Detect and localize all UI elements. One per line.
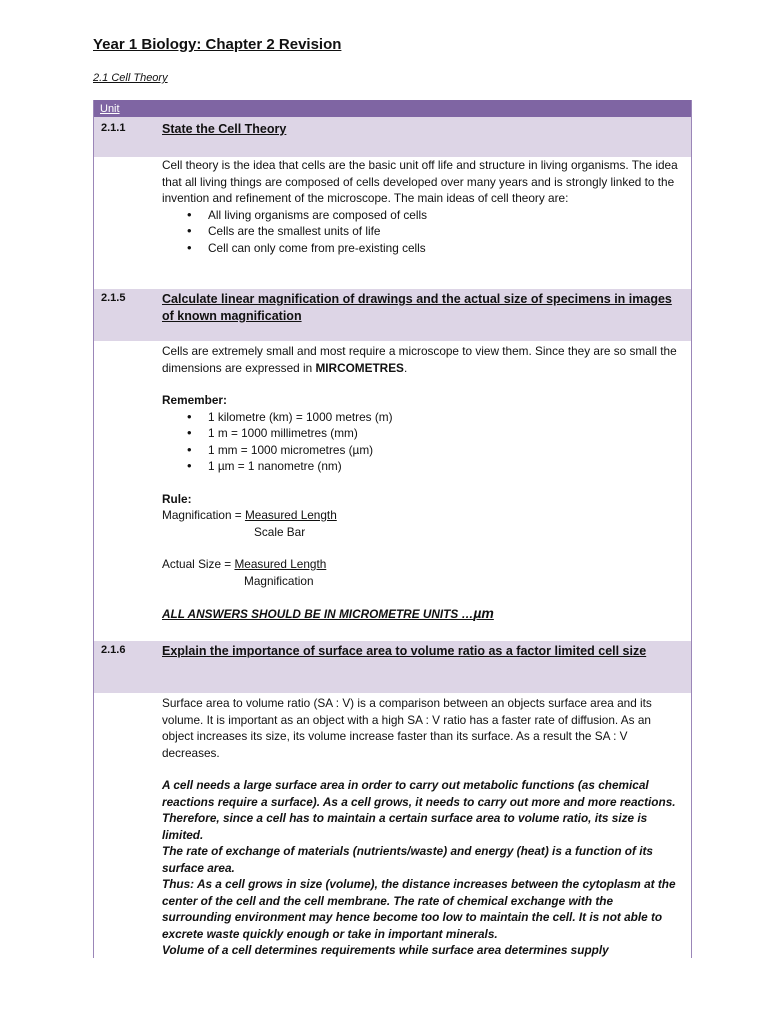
bullet-list (162, 409, 684, 475)
paragraph (162, 343, 684, 376)
document-title: Year 1 Biology: Chapter 2 Revision (93, 36, 342, 53)
table-header (94, 100, 691, 117)
list-item: • 1 µm = 1 nanometre (nm) (208, 458, 684, 475)
bullet-list (162, 207, 684, 257)
rule-label: Rule: (162, 491, 192, 506)
unit-title: State the Cell Theory (162, 122, 287, 136)
paragraph: Volume of a cell determines requirements while surface area determines supply (162, 943, 609, 957)
unit-number: 2.1.5 (101, 292, 126, 304)
note-text: ALL ANSWERS SHOULD BE IN MICROMETRE UNITS … (162, 607, 474, 621)
list-item: • 1 kilometre (km) = 1000 metres (m) (208, 409, 684, 426)
formula-denominator: Magnification (244, 573, 314, 588)
units-note (162, 605, 684, 623)
header-unit-label: Unit (100, 102, 120, 115)
unit-title: Explain the importance of surface area to volume ratio as a factor limited cell size (162, 644, 647, 658)
list-item: • Cells are the smallest units of life (208, 223, 684, 240)
unit-body-2-1-5 (162, 343, 684, 623)
paragraph-end: . (403, 360, 408, 375)
paragraph-emphasis: MIRCOMETRES (315, 360, 404, 375)
paragraph: The rate of exchange of materials (nutrients/waste) and energy (heat) is a function of its surface area. (162, 844, 653, 875)
list-item: • 1 mm = 1000 micrometres (µm) (208, 442, 684, 459)
list-item: • All living organisms are composed of cells (208, 207, 684, 224)
note-unit: µm (473, 605, 494, 621)
paragraph-text: Cells are extremely small and most require a microscope to view them. Since they are so small the dimensions are expressed in (162, 344, 677, 375)
unit-body-2-1-6 (162, 695, 684, 958)
paragraph: A cell needs a large surface area in order to carry out metabolic functions (as chemical reactions require a surface). As a cell grows, it needs to carry out more and more reactions. Therefore, since a cell has to maintain a certain surface area to volume ratio, its size is limited. (162, 778, 676, 842)
magnification-formula (162, 507, 684, 524)
unit-number: 2.1.1 (101, 122, 126, 134)
paragraph: Cell theory is the idea that cells are the basic unit off life and structure in living organisms. The idea that all living things are composed of cells developed over many years and is strongly linked to the invention and refinement of the microscope. The main ideas of cell theory are: (162, 158, 678, 205)
remember-label: Remember: (162, 393, 227, 407)
list-item: • 1 m = 1000 millimetres (mm) (208, 425, 684, 442)
unit-body-2-1-1 (162, 157, 684, 256)
formula-lhs: Magnification = (162, 508, 245, 522)
actual-size-formula (162, 556, 684, 573)
revision-table (93, 100, 692, 958)
list-item: • Cell can only come from pre-existing cells (208, 240, 684, 257)
unit-title: Calculate linear magnification of drawings and the actual size of specimens in images of known magnification (162, 292, 672, 323)
section-heading: 2.1 Cell Theory (93, 72, 168, 84)
unit-number: 2.1.6 (101, 644, 126, 656)
formula-lhs: Actual Size = (162, 557, 235, 571)
formula-denominator: Scale Bar (254, 524, 306, 539)
formula-numerator: Measured Length (234, 557, 327, 571)
paragraph: Surface area to volume ratio (SA : V) is a comparison between an objects surface area and its volume. It is important as an object with a high SA : V ratio has a faster rate of diffusion. As an object increases its size, its volume increase faster than its surface. As a result the SA : V decreases. (162, 696, 652, 760)
formula-numerator: Measured Length (244, 508, 337, 522)
paragraph: Thus: As a cell grows in size (volume), the distance increases between the cytoplasm at the center of the cell and the cell membrane. The rate of chemical exchange with the surrounding environment may hence become too low to maintain the cell. It is not able to excrete waste quickly enough or take in important minerals. (162, 877, 676, 941)
